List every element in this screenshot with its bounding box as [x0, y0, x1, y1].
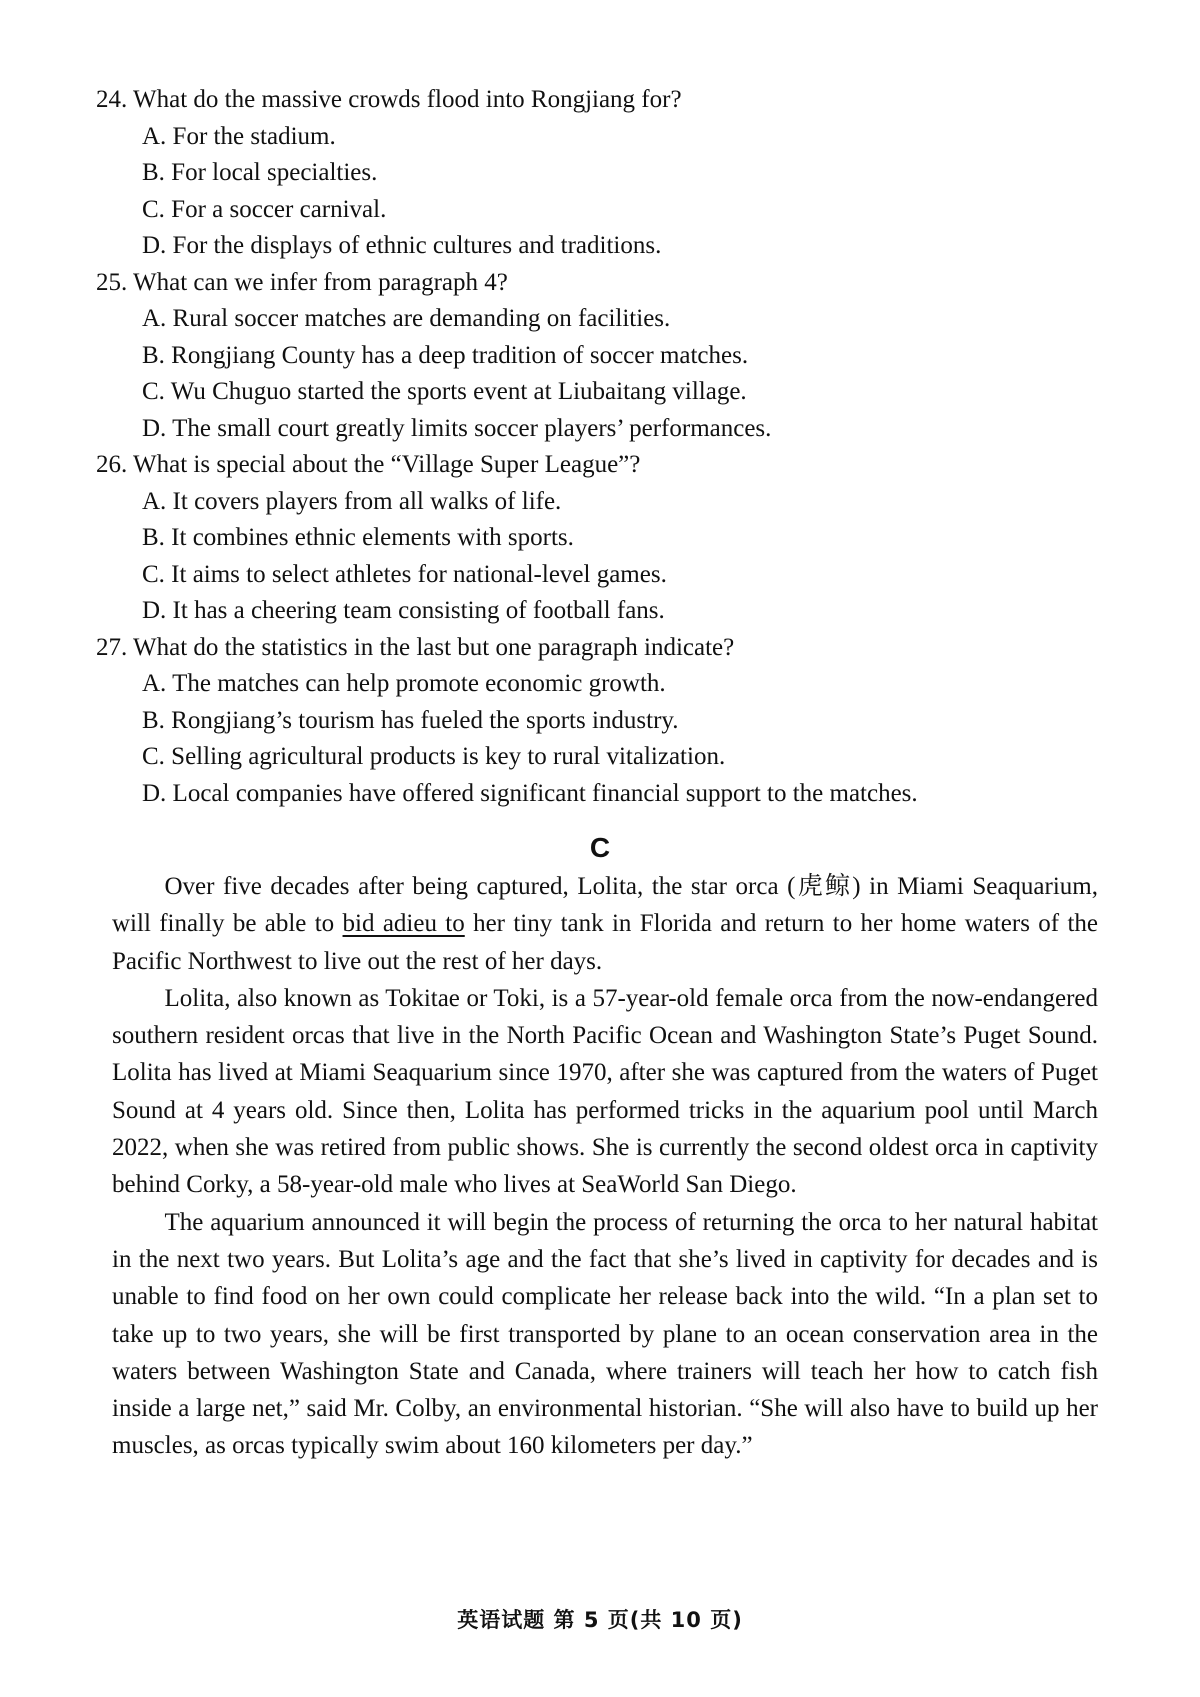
passage-paragraph-2: Lolita, also known as Tokitae or Toki, is a 57-year-old female orca from the now-endangered southern resident orcas that live in the North Pacific Ocean and Washington State’s Puget Sound. Lolita has lived at Miami Seaquarium since 1970, after she was captured from the waters of Puget Sound at 4 years old. Since then, Lolita has performed tricks in the aquarium pool until March 2022, when she was retired from public shows. She is currently the second oldest orca in captivity behind Corky, a 58-year-old male who lives at SeaWorld San Diego. — [112, 984, 1098, 1199]
paragraph-text: Over five decades after being captured, Lolita, the star orca (虎鲸) in Miami Seaquarium, will finally be able to — [112, 873, 1098, 938]
option-c: C. Selling agricultural products is key to rural vitalization. — [142, 743, 726, 770]
option-c: C. It aims to select athletes for national-level games. — [142, 560, 667, 588]
question-25 — [96, 265, 1106, 448]
question-27 — [96, 630, 1106, 813]
option-b: B. For local specialties. — [142, 159, 378, 186]
option-c: C. For a soccer carnival. — [142, 195, 387, 223]
question-26 — [96, 447, 1106, 630]
paragraph-text: her tiny tank in Florida and return to her home waters of the Pacific Northwest to live out the rest of her days. — [112, 910, 1098, 975]
page-footer: 英语试题 第 5 页(共 10 页) — [457, 1608, 743, 1632]
passage-paragraph-1 — [112, 868, 1098, 980]
question-stem: 27. What do the statistics in the last but one paragraph indicate? — [96, 633, 735, 661]
option-a: A. Rural soccer matches are demanding on facilities. — [142, 305, 671, 332]
option-b: B. Rongjiang’s tourism has fueled the sports industry. — [142, 706, 679, 734]
reading-passage — [112, 868, 1098, 1465]
option-a: A. The matches can help promote economic growth. — [142, 670, 666, 697]
passage-paragraph-3: The aquarium announced it will begin the process of returning the orca to her natural habitat in the next two years. But Lolita’s age and the fact that she’s lived in captivity for decades and is unable to find food on her own could complicate her release back into the wild. “In a plan set to take up to two years, she will be first transported by plane to an ocean conservation area in the waters between Washington State and Canada, where trainers will teach her how to catch fish inside a large net,” said Mr. Colby, an environmental historian. “She will also have to build up her muscles, as orcas typically swim about 160 kilometers per day.” — [112, 1208, 1098, 1460]
underlined-phrase: bid adieu to — [342, 910, 465, 938]
option-b: B. Rongjiang County has a deep tradition of soccer matches. — [142, 341, 749, 369]
question-stem: 25. What can we infer from paragraph 4? — [96, 268, 508, 296]
option-d: D. Local companies have offered significant financial support to the matches. — [142, 779, 918, 807]
question-stem: 24. What do the massive crowds flood into Rongjiang for? — [96, 86, 682, 113]
question-stem: 26. What is special about the “Village Super League”? — [96, 451, 641, 478]
question-24 — [96, 82, 1106, 265]
question-list — [96, 82, 1106, 812]
option-a: A. It covers players from all walks of life. — [142, 487, 562, 515]
section-heading: C — [589, 832, 611, 863]
option-d: D. For the displays of ethnic cultures and traditions. — [142, 232, 662, 259]
option-b: B. It combines ethnic elements with sports. — [142, 524, 574, 551]
option-c: C. Wu Chuguo started the sports event at Liubaitang village. — [142, 378, 747, 405]
option-d: D. The small court greatly limits soccer players’ performances. — [142, 414, 772, 442]
option-a: A. For the stadium. — [142, 122, 336, 150]
option-d: D. It has a cheering team consisting of football fans. — [142, 597, 665, 624]
